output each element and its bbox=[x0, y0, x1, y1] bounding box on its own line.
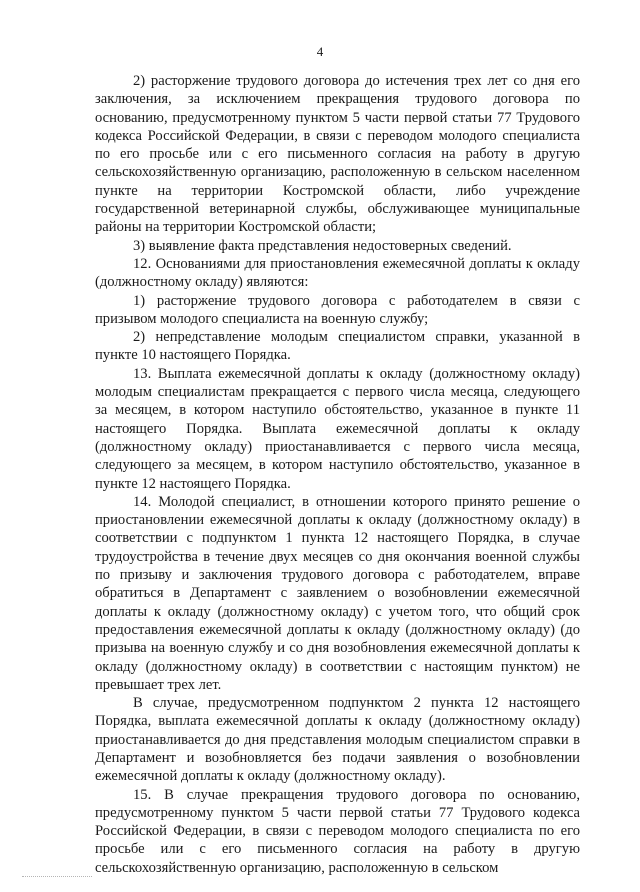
paragraph-clause-14: 14. Молодой специалист, в отношении которого принято решение о приостановлении ежемесячной доплаты к окладу (должностному окладу) в соответствии с подпунктом 1 пункта 12 настоящего Порядка, в случае трудоустройства в течение двух месяцев со дня окончания военной службы по призыву и заключения трудового договора с работодателем, вправе обратиться в Департамент с заявлением о возобновлении ежемесячной доплаты к окладу (должностному окладу) с учетом того, что общий срок предоставления ежемесячной доплаты к окладу (должностному окладу) (до призыва на военную службу и со дня возобновления ежемесячной доплаты к окладу (должностному окладу) в соответствии с настоящим пунктом) не превышает трех лет. bbox=[95, 493, 580, 693]
scan-artifact-line bbox=[22, 876, 92, 878]
paragraph-suspension-item-1: 1) расторжение трудового договора с работодателем в связи с призывом молодого специалиста на военную службу; bbox=[95, 292, 580, 327]
paragraph-clause-13: 13. Выплата ежемесячной доплаты к окладу (должностному окладу) молодым специалистам прекращается с первого числа месяца, следующего за месяцем, в котором наступило обстоятельство, указанное в пункте 11 настоящего Порядка. Выплата ежемесячной доплаты к окладу (должностному окладу) приостанавливается с первого числа месяца, следующего за месяцем, в котором наступило обстоятельство, указанное в пункте 12 настоящего Порядка. bbox=[95, 365, 580, 492]
paragraph-clause-15: 15. В случае прекращения трудового договора по основанию, предусмотренному пунктом 5 части первой статьи 77 Трудового кодекса Российской Федерации, в связи с переводом молодого специалиста по его просьбе или с его письменного согласия на работу в другую сельскохозяйственную организацию, расположенную в сельском bbox=[95, 786, 580, 876]
paragraph-termination-item-3: 3) выявление факта представления недостоверных сведений. bbox=[133, 237, 512, 254]
paragraph-clause-12: 12. Основаниями для приостановления ежемесячной доплаты к окладу (должностному окладу) являются: bbox=[95, 255, 580, 291]
document-body bbox=[95, 72, 580, 877]
paragraph-termination-item-2: 2) расторжение трудового договора до истечения трех лет со дня его заключения, за исключением прекращения трудового договора по основанию, предусмотренному пунктом 5 части первой статьи 77 Трудового кодекса Российской Федерации, в связи с переводом молодого специалиста по его просьбе или с его письменного согласия на работу в другую сельскохозяйственную организацию, расположенную в сельском населенном пункте на территории Костромской области, либо учреждение государственной ветеринарной службы, обслуживающее муниципальные районы на территории Костромской области; bbox=[95, 73, 580, 236]
paragraph-suspension-item-2: 2) непредставление молодым специалистом справки, указанной в пункте 10 настоящего Порядка. bbox=[95, 329, 580, 364]
page-number: 4 bbox=[316, 44, 324, 59]
paragraph-clause-14-case: В случае, предусмотренном подпунктом 2 пункта 12 настоящего Порядка, выплата ежемесячной доплаты к окладу (должностному окладу) приостанавливается до дня представления молодым специалистом справки в Департамент и возобновляется без подачи заявления о возобновлении ежемесячной доплаты к окладу (должностному окладу). bbox=[95, 695, 580, 785]
